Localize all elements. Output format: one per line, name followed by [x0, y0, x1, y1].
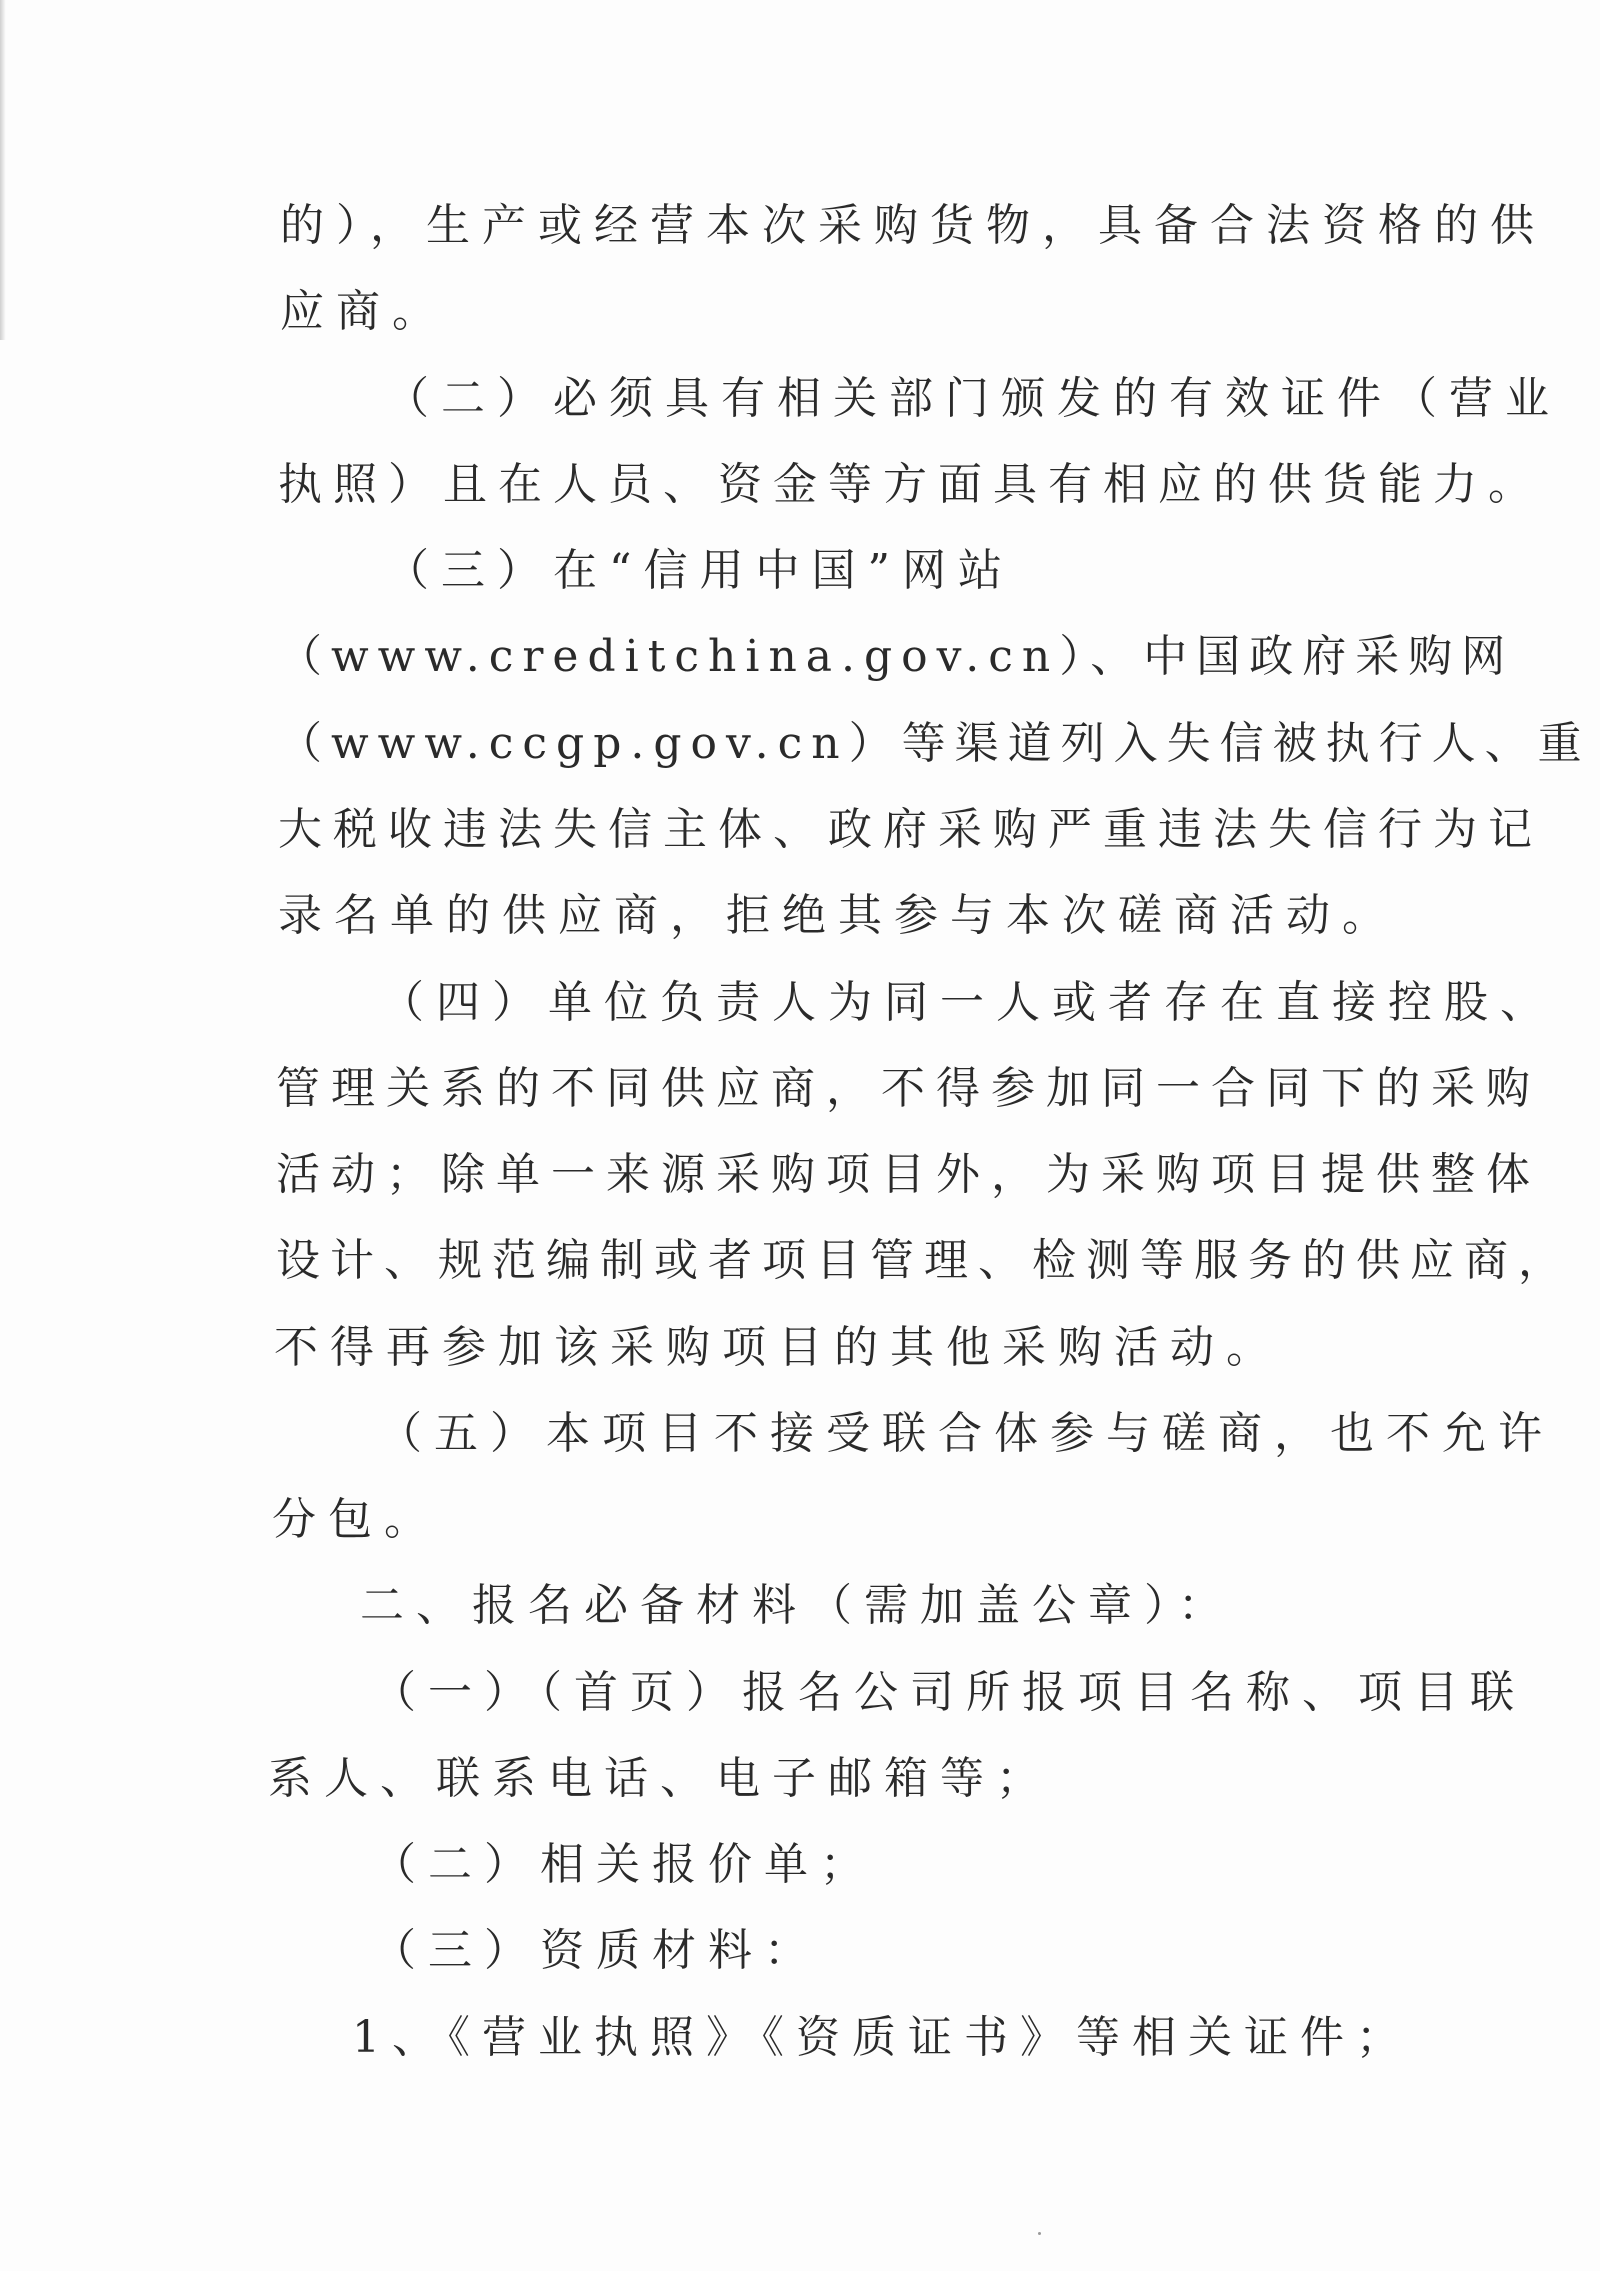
text-line-18: （一）（首页）报名公司所报项目名称、项目联: [372, 1667, 1526, 1718]
text-line-11: 管理关系的不同供应商，不得参加同一合同下的采购: [276, 1063, 1541, 1114]
text-line-21: （三）资质材料：: [372, 1925, 820, 1976]
text-line-6: （www.creditchina.gov.cn）、中国政府采购网: [278, 631, 1515, 682]
text-line-13: 设计、规范编制或者项目管理、检测等服务的供应商，: [276, 1235, 1572, 1286]
text-line-9: 录名单的供应商，拒绝其参与本次磋商活动。: [278, 890, 1398, 941]
scan-speck: [1038, 2232, 1041, 2235]
text-line-17: 二、报名必备材料（需加盖公章）：: [360, 1580, 1234, 1631]
text-line-4: 执照）且在人员、资金等方面具有相应的供货能力。: [278, 459, 1543, 510]
text-line-20: （二）相关报价单；: [372, 1839, 876, 1890]
scan-shadow-edge: [0, 0, 6, 340]
text-line-14: 不得再参加该采购项目的其他采购活动。: [274, 1322, 1282, 1373]
text-line-8: 大税收违法失信主体、政府采购严重违法失信行为记: [278, 804, 1543, 855]
text-line-2: 应商。: [280, 286, 448, 337]
text-line-15: （五）本项目不接受联合体参与磋商，也不允许: [378, 1408, 1554, 1459]
text-line-3: （二）必须具有相关部门颁发的有效证件（营业: [385, 373, 1561, 424]
text-line-19: 系人、联系电话、电子邮箱等；: [268, 1753, 1052, 1804]
text-line-10: （四）单位负责人为同一人或者存在直接控股、: [380, 977, 1556, 1028]
text-line-1: 的），生产或经营本次采购货物，具备合法资格的供: [280, 200, 1546, 251]
text-line-16: 分包。: [272, 1494, 440, 1545]
text-line-22: 1、《营业执照》《资质证书》等相关证件；: [352, 2012, 1412, 2063]
text-line-5: （三）在“信用中国”网站: [385, 545, 1014, 596]
text-line-12: 活动；除单一来源采购项目外，为采购项目提供整体: [276, 1149, 1541, 1200]
text-line-7: （www.ccgp.gov.cn）等渠道列入失信被执行人、重: [278, 718, 1591, 769]
